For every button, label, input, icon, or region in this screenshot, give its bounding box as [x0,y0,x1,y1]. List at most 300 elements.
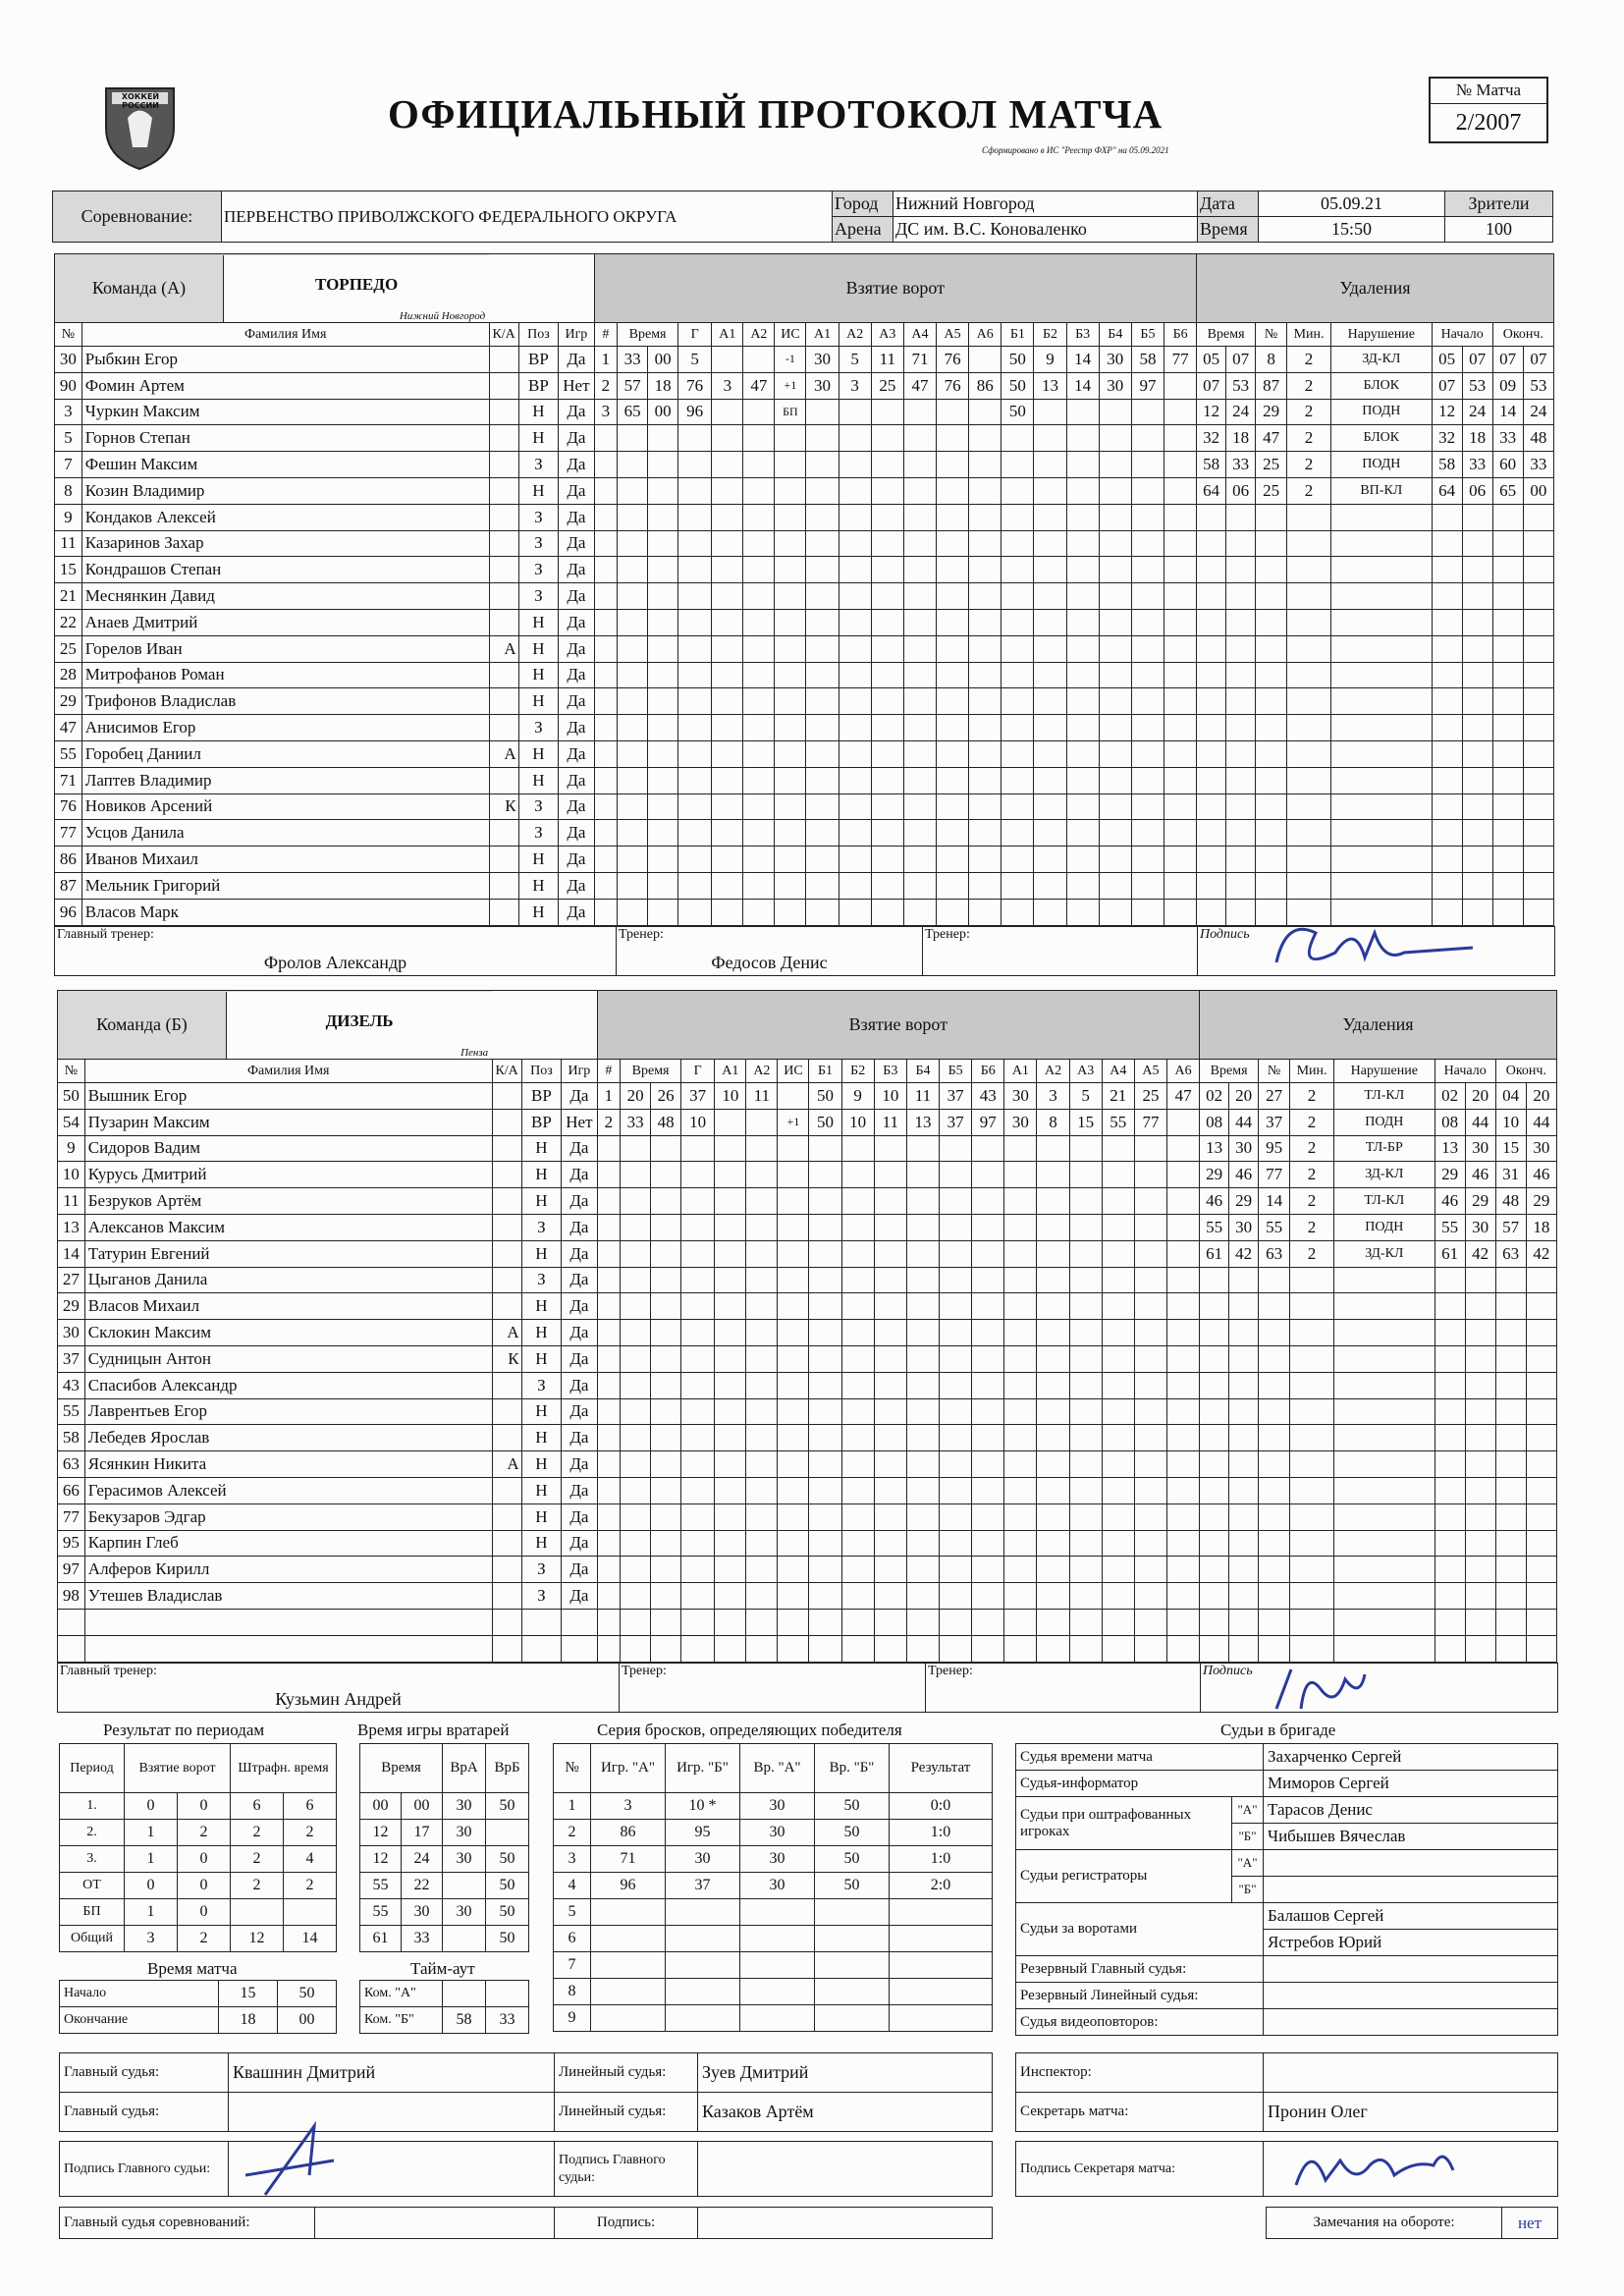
goal-cell [906,1135,939,1162]
goal-cell [746,1135,778,1162]
penalty-cell [1526,1320,1556,1346]
goal-cell [1037,1583,1069,1610]
col-ka: К/А [489,323,518,347]
goal-cell: 65 [618,399,648,425]
periods-cell: 0 [125,1793,178,1820]
goal-cell [712,452,743,478]
periods-cell: 0 [125,1873,178,1899]
goal-cell [809,1425,841,1451]
goal-cell [1134,1425,1166,1451]
match-start-h: 15 [219,1981,278,2007]
periods-row [60,1926,337,1952]
penalty-cell [1465,1557,1495,1583]
goal-cell [940,1635,972,1662]
player-ka [489,557,518,583]
goal-cell [746,1109,778,1135]
goal-cell [1034,662,1066,688]
player-number: 30 [58,1320,85,1346]
col-pen-num: № [1256,323,1287,347]
penalty-cell [1229,1293,1259,1320]
shootout-cell [666,2005,740,2032]
player-igr: Да [562,1503,597,1530]
team-b-row [58,1451,1557,1478]
goal-cell [1167,1320,1200,1346]
penalty-cell: 07 [1197,372,1226,399]
penalty-cell [1526,1609,1556,1635]
comp-ref-label: Главный судья соревнований: [60,2208,315,2239]
goal-cell [778,1293,809,1320]
player-pos: Н [518,899,559,925]
penalty-cell [1200,1609,1229,1635]
penalty-cell [1229,1557,1259,1583]
goal-cell [1069,1451,1102,1478]
shootout-cell: 96 [591,1873,666,1899]
goal-cell [806,530,839,557]
player-name: Трифонов Владислав [81,688,489,715]
reserve-line-name [1264,1983,1558,2009]
goal-cell [681,1398,715,1425]
player-number: 28 [55,662,82,688]
player-number: 7 [55,452,82,478]
goal-cell [594,688,618,715]
match-number: 2/2007 [1455,110,1522,136]
goal-cell [871,635,903,662]
goal-cell: 47 [743,372,775,399]
gk-cell: 50 [486,1899,529,1926]
goal-cell [1037,1398,1069,1425]
goal-cell [743,740,775,767]
goal-cell [746,1345,778,1372]
penalty-cell [1432,530,1462,557]
goal-cell [594,530,618,557]
goal-cell [972,1135,1004,1162]
shootout-cell: 5 [554,1899,591,1926]
goal-cell [906,1451,939,1478]
goal-cell [940,1267,972,1293]
goal-cell [1102,1240,1134,1267]
goal-cell [743,452,775,478]
coach-sign-label: Подпись [1200,926,1250,942]
penalty-cell [1465,1609,1495,1635]
goal-cell [1037,1240,1069,1267]
remarks-label: Замечания на обороте: [1267,2208,1502,2239]
goal-cell [1001,530,1034,557]
gk-cell: 30 [443,1820,486,1846]
gk-cell: 00 [360,1793,402,1820]
penalty-cell: 53 [1462,372,1492,399]
goal-cell: 37 [940,1083,972,1110]
penalty-cell [1229,1477,1259,1503]
penalty-cell [1462,557,1492,583]
penalty-cell [1432,504,1462,530]
goal-cell [809,1609,841,1635]
goal-cell [746,1162,778,1188]
goal-cell [715,1293,746,1320]
goal-cell [1066,530,1099,557]
goal-cell [1134,1372,1166,1398]
player-igr: Да [559,715,594,741]
penalty-cell [1256,847,1287,873]
goal-cell [937,872,969,899]
player-igr: Да [559,530,594,557]
penalty-cell [1432,740,1462,767]
penalty-cell [1334,1293,1435,1320]
goal-cell [1069,1320,1102,1346]
team-b-name: ДИЗЕЛЬ [325,1011,394,1030]
goal-cell [1001,793,1034,820]
goal-cell [778,1083,809,1110]
team-b-row [58,1583,1557,1610]
col-pen-num: № [1259,1060,1290,1083]
goal-cell [778,1583,809,1610]
player-name: Алексанов Максим [84,1214,492,1240]
goal-cell [972,1451,1004,1478]
goal-cell [871,504,903,530]
goal-cell [1069,1398,1102,1425]
goal-cell [1001,452,1034,478]
goal-cell [906,1503,939,1530]
goal-cell [1102,1530,1134,1557]
goal-cell [597,1162,621,1188]
goal-cell [597,1345,621,1372]
player-name: Герасимов Алексей [84,1477,492,1503]
team-b-row [58,1530,1557,1557]
goal-cell [678,635,712,662]
penalty-cell [1526,1293,1556,1320]
shootout-row [554,1952,993,1979]
gk-cell: 33 [402,1926,443,1952]
goal-cell [681,1425,715,1451]
goal-cell [594,635,618,662]
shootout-h: Вр. "А" [740,1744,815,1793]
penalty-cell [1465,1345,1495,1372]
player-name: Курусь Дмитрий [84,1162,492,1188]
goal-cell [1066,452,1099,478]
goal-cell [651,1398,681,1425]
coach-sign-label: Подпись [1203,1663,1253,1678]
penalty-cell [1200,1477,1229,1503]
goal-cell [874,1345,906,1372]
penalty-cell [1432,715,1462,741]
player-igr: Да [562,1293,597,1320]
player-igr: Да [559,635,594,662]
player-ka [489,399,518,425]
penalty-cell: 25 [1256,477,1287,504]
goal-cell [871,740,903,767]
player-pos: Н [518,688,559,715]
arena-label: Арена [833,217,893,243]
penbox-a-tag: "А" [1232,1797,1264,1824]
penalty-cell: 2 [1287,452,1331,478]
player-number: 11 [55,530,82,557]
goal-cell [1004,1477,1037,1503]
player-ka [492,1109,521,1135]
goal-cell [775,847,806,873]
goal-cell [903,477,936,504]
goal-cell [903,899,936,925]
penalty-cell [1462,740,1492,767]
player-ka [492,1398,521,1425]
goal-cell [621,1162,651,1188]
player-number: 15 [55,557,82,583]
penbox-b-name: Чибышев Вячеслав [1264,1824,1558,1850]
penalty-cell [1229,1267,1259,1293]
goal-cell [903,740,936,767]
penalty-cell: 8 [1256,347,1287,373]
player-igr: Да [559,688,594,715]
periods-h-goals: Взятие ворот [125,1744,231,1793]
goal-cell [871,820,903,847]
player-name: Горобец Даниил [81,740,489,767]
goal-cell [874,1530,906,1557]
goal-cell [597,1188,621,1215]
col-name: Фамилия Имя [84,1060,492,1083]
goal-cell [712,872,743,899]
penalty-cell [1259,1293,1290,1320]
goal-cell [621,1135,651,1162]
goal-cell [839,635,871,662]
goal-cell [1102,1425,1134,1451]
penalty-cell [1290,1293,1334,1320]
goal-cell [1037,1503,1069,1530]
goal-cell [841,1609,874,1635]
goal-cell: 11 [874,1109,906,1135]
goal-cell [1069,1583,1102,1610]
goal-cell [621,1530,651,1557]
goal-cell [746,1293,778,1320]
player-number: 55 [55,740,82,767]
main-ref-1: Квашнин Дмитрий [229,2053,555,2093]
penalty-cell [1259,1530,1290,1557]
goal-cell [1102,1214,1134,1240]
goal-cell [618,740,648,767]
shootout-row [554,1979,993,2005]
penalty-cell: 46 [1200,1188,1229,1215]
penalty-cell: 09 [1492,372,1523,399]
goal-cell [1037,1425,1069,1451]
penalty-cell [1526,1503,1556,1530]
goal-cell [1037,1162,1069,1188]
col-goal-a2: А2 [746,1060,778,1083]
goal-cell [871,715,903,741]
player-igr: Да [562,1188,597,1215]
penalty-cell [1526,1635,1556,1662]
goal-cell [937,793,969,820]
player-name: Спасибов Александр [84,1372,492,1398]
goal-cell [1099,715,1131,741]
goal-cell: 15 [1069,1109,1102,1135]
goal-cell [778,1345,809,1372]
player-igr: Да [562,1240,597,1267]
shootout-cell [591,1899,666,1926]
shootout-row [554,1873,993,1899]
match-end-label: Окончание [60,2007,219,2034]
periods-cell [284,1899,337,1926]
penalty-cell [1523,740,1553,767]
goal-cell [809,1503,841,1530]
goal-cell [1034,609,1066,635]
goal-cell [1167,1267,1200,1293]
player-name: Власов Марк [81,899,489,925]
goal-cell [648,740,678,767]
periods-table [59,1743,337,1952]
goal-cell [712,899,743,925]
goal-cell [712,767,743,793]
player-ka [492,1477,521,1503]
penalty-cell [1229,1345,1259,1372]
col-goal-time: Время [621,1060,681,1083]
timeout-b-m: 58 [443,2007,486,2034]
player-name: Кондаков Алексей [81,504,489,530]
periods-cell: 2. [60,1820,125,1846]
goal-cell [1134,1162,1166,1188]
penalty-cell: 20 [1526,1083,1556,1110]
col-onice: А3 [1069,1060,1102,1083]
penalty-cell: 2 [1290,1083,1334,1110]
goal-cell [1004,1583,1037,1610]
player-number: 58 [58,1425,85,1451]
goal-cell [972,1293,1004,1320]
goal-cell [1004,1557,1037,1583]
line-ref-label-1: Линейный судья: [555,2053,698,2093]
col-onice: А2 [1037,1060,1069,1083]
penalty-cell [1290,1451,1334,1478]
penalty-cell [1331,609,1433,635]
goal-cell [972,1188,1004,1215]
periods-cell: 3 [125,1926,178,1952]
col-onice: Б1 [809,1060,841,1083]
gk-cell: 50 [486,1793,529,1820]
goal-cell [681,1477,715,1503]
penalty-cell [1259,1477,1290,1503]
player-ka: К [489,793,518,820]
player-pos: З [518,793,559,820]
goal-cell [746,1530,778,1557]
goal-cell [841,1188,874,1215]
goal-cell [809,1557,841,1583]
reserve-main-label: Резервный Главный судья: [1016,1956,1264,1983]
penalty-cell: 08 [1200,1109,1229,1135]
team-a-label: Команда (А) [55,255,224,322]
penalty-cell [1435,1530,1465,1557]
goal-cell [906,1583,939,1610]
penalty-cell [1432,662,1462,688]
goal-cell [1099,504,1131,530]
goal-cell [621,1635,651,1662]
penalty-cell [1334,1345,1435,1372]
goal-cell [1037,1320,1069,1346]
shootout-row [554,1926,993,1952]
goal-cell [1164,740,1197,767]
goal-cell [1037,1557,1069,1583]
goal-cell: 1 [597,1083,621,1110]
goal-cell [1034,899,1066,925]
penalty-cell [1435,1557,1465,1583]
penalty-cell: 24 [1226,399,1256,425]
goal-cell [621,1267,651,1293]
goal-cell [1004,1398,1037,1425]
penalty-cell [1435,1425,1465,1451]
goal-cell [809,1635,841,1662]
penalty-cell [1226,504,1256,530]
goal-cell [1099,662,1131,688]
gk-cell: 30 [443,1846,486,1873]
goal-cell [839,899,871,925]
goal-cell [1099,688,1131,715]
match-end-m: 00 [278,2007,337,2034]
goal-cell [597,1135,621,1162]
player-ka: А [492,1320,521,1346]
goal-cell: 30 [1099,372,1131,399]
periods-row [60,1846,337,1873]
goal-cell [839,793,871,820]
goal-cell [841,1503,874,1530]
player-pos: З [518,583,559,610]
goal-cell [1134,1477,1166,1503]
team-a-row [55,635,1554,662]
player-name: Сидоров Вадим [84,1135,492,1162]
goal-cell [1099,609,1131,635]
goal-cell [775,609,806,635]
shootout-cell [890,1979,993,2005]
penalty-cell [1432,767,1462,793]
penalty-cell: 08 [1435,1109,1465,1135]
penalty-cell [1432,609,1462,635]
goal-cell [594,425,618,452]
goal-cell [743,715,775,741]
goal-cell [940,1188,972,1215]
coach-name: Кузьмин Андрей [275,1688,402,1709]
goal-cell: 5 [839,347,871,373]
goal-cell [809,1135,841,1162]
shootout-h: Игр. "А" [591,1744,666,1793]
team-a-row [55,583,1554,610]
goal-cell [651,1451,681,1478]
secretary-signature-icon [1286,2131,1463,2200]
goal-cell [1099,425,1131,452]
player-ka [489,820,518,847]
goal-cell [806,425,839,452]
goal-cell [1164,820,1197,847]
goal-cell [651,1135,681,1162]
player-ka [489,609,518,635]
player-ka: А [492,1451,521,1478]
penalty-cell [1256,715,1287,741]
col-onice: А1 [806,323,839,347]
penalty-cell [1331,872,1433,899]
penalty-cell [1334,1320,1435,1346]
goal-cell [1134,1398,1166,1425]
match-number-box [1429,77,1548,143]
goal-cell [743,662,775,688]
goal-cell [1004,1267,1037,1293]
team-a-row [55,847,1554,873]
goal-cell [1102,1503,1134,1530]
goal-cell [778,1135,809,1162]
player-number: 86 [55,847,82,873]
goal-cell [972,1345,1004,1372]
goal-cell [778,1557,809,1583]
goal-cell [1066,504,1099,530]
penalty-cell [1259,1451,1290,1478]
goal-cell [841,1557,874,1583]
timeout-a-label: Ком. "А" [360,1981,443,2007]
match-start-m: 50 [278,1981,337,2007]
periods-cell: БП [60,1899,125,1926]
team-b-row [58,1372,1557,1398]
goal-cell: 11 [871,347,903,373]
goal-cell [618,793,648,820]
